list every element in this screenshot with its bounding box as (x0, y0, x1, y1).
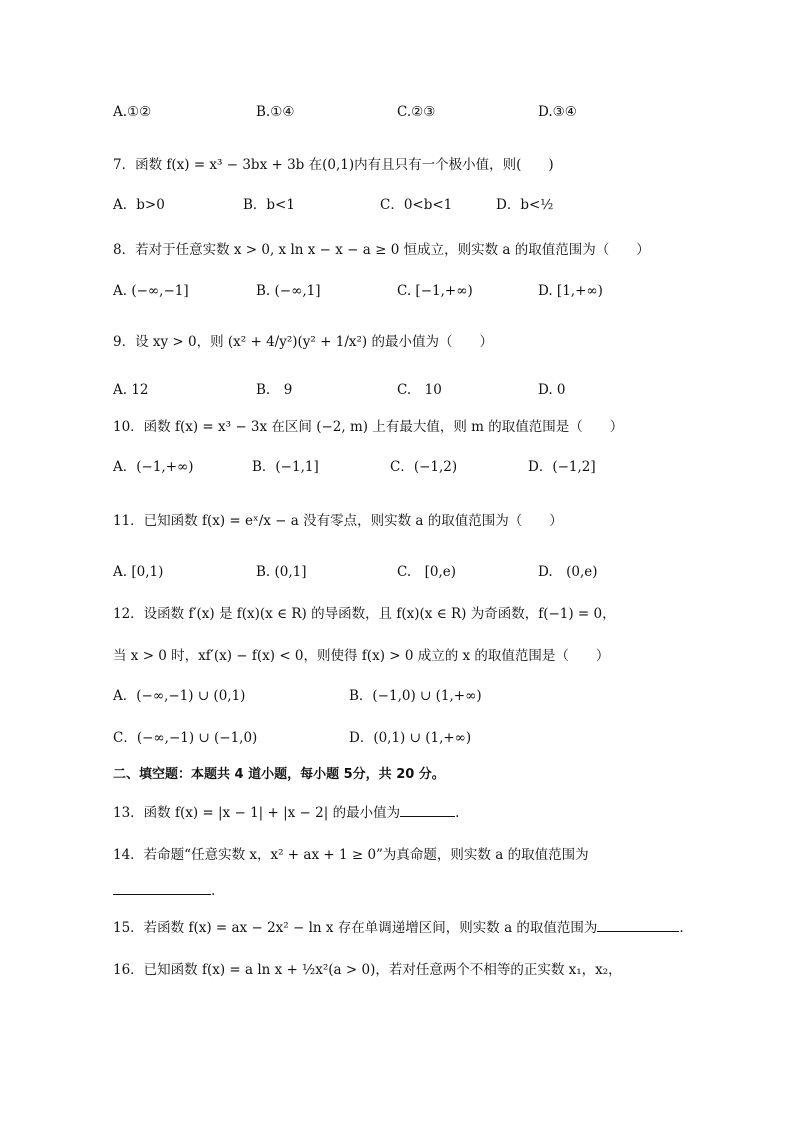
q12-stem: 12．设函数 f′(x) 是 f(x)(x ∈ R) 的导函数，且 f(x)(x ∈ R) 为奇函数，f(−1) = 0， (113, 606, 616, 622)
q8-option-c: C. [−1,+∞) (397, 283, 473, 299)
q8-option-a: A. (−∞,−1] (113, 283, 189, 299)
q8-option-d: D. [1,+∞) (538, 283, 603, 299)
q14-end: . (211, 883, 216, 899)
q11-option-d: D. (0,e) (538, 564, 598, 580)
q9-option-d: D. 0 (538, 382, 566, 398)
q9-option-a: A. 12 (113, 382, 149, 398)
q9-stem: 9．设 xy > 0，则 (x² + 4/y²)(y² + 1/x²) 的最小值为（ ） (113, 334, 493, 350)
q14-answer-blank[interactable] (113, 880, 211, 895)
q12-option-a: A．(−∞,−1) ∪ (0,1) (113, 688, 246, 704)
q13-answer-blank[interactable] (400, 802, 455, 817)
q7-option-c: C．0<b<1 (380, 197, 453, 213)
q10-option-c: C．(−1,2) (390, 459, 458, 475)
q14-stem: 14．若命题“任意实数 x，x² + ax + 1 ≥ 0”为真命题，则实数 a 的取值范围为 (113, 847, 589, 863)
q15-end: . (679, 920, 684, 936)
q12-option-d: D．(0,1) ∪ (1,+∞) (349, 730, 472, 746)
q13-stem: 13．函数 f(x) = |x − 1| + |x − 2| 的最小值为 (113, 805, 401, 821)
q15-stem: 15．若函数 f(x) = ax − 2x² − ln x 存在单调递增区间，则实数 a 的取值范围为 (113, 920, 598, 936)
q16-stem: 16．已知函数 f(x) = a ln x + ½x²(a > 0)，若对任意两个不相等的正实数 x₁，x₂， (113, 962, 622, 978)
q10-option-a: A．(−1,+∞) (113, 459, 194, 475)
q6-option-a: A.①② (113, 104, 152, 120)
q15-answer-blank[interactable] (597, 917, 679, 932)
q11-option-b: B. (0,1] (256, 564, 307, 580)
q6-option-b: B.①④ (256, 104, 295, 120)
q8-option-b: B. (−∞,1] (256, 283, 321, 299)
q10-option-b: B．(−1,1] (252, 459, 319, 475)
q7-option-b: B．b<1 (243, 197, 295, 213)
q7-stem: 7．函数 f(x) = x³ − 3bx + 3b 在(0,1)内有且只有一个极小值，则( ) (113, 157, 554, 173)
q6-option-c: C.②③ (397, 104, 436, 120)
section-heading-fill-in: 二、填空题：本题共 4 道小题，每小题 5分，共 20 分。 (113, 767, 445, 782)
q11-option-a: A. [0,1) (113, 564, 164, 580)
q12-stem-continued: 当 x > 0 时，xf′(x) − f(x) < 0，则使得 f(x) > 0 成立的 x 的取值范围是（ ） (113, 648, 610, 664)
q12-option-c: C．(−∞,−1) ∪ (−1,0) (113, 730, 258, 746)
q10-stem: 10．函数 f(x) = x³ − 3x 在区间 (−2, m) 上有最大值，则 m 的取值范围是（ ） (113, 419, 624, 435)
q6-option-d: D.③④ (538, 104, 577, 120)
q12-option-b: B．(−1,0) ∪ (1,+∞) (349, 688, 482, 704)
q8-stem: 8．若对于任意实数 x > 0, x ln x − x − a ≥ 0 恒成立，则实数 a 的取值范围为（ ） (113, 242, 650, 258)
q11-option-c: C. [0,e) (397, 564, 457, 580)
q7-option-a: A．b>0 (113, 197, 165, 213)
q7-option-d: D．b<½ (496, 197, 554, 213)
q9-option-c: C. 10 (397, 382, 442, 398)
q10-option-d: D．(−1,2] (528, 459, 596, 475)
q13-end: . (455, 805, 460, 821)
q11-stem: 11．已知函数 f(x) = eˣ/x − a 没有零点，则实数 a 的取值范围为（ ） (113, 513, 563, 529)
q9-option-b: B. 9 (256, 382, 293, 398)
